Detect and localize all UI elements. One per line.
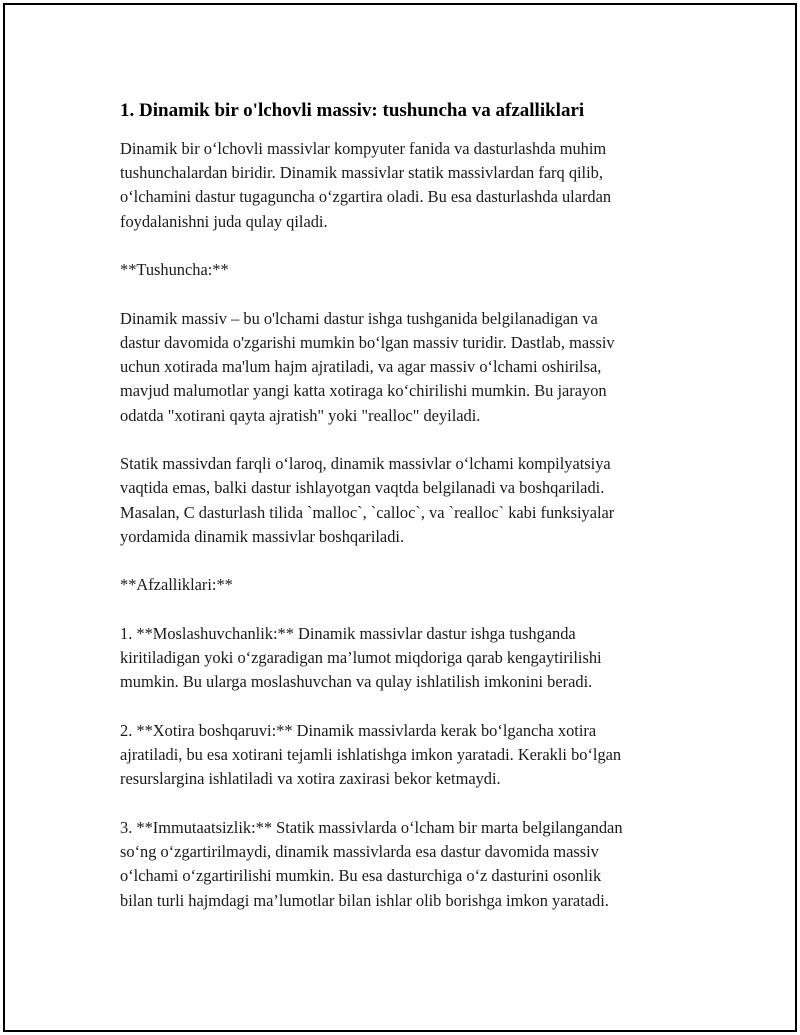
text-line: mavjud malumotlar yangi katta xotiraga ko‘chirilishi mumkin. Bu jarayon bbox=[120, 381, 607, 401]
document-body bbox=[120, 97, 695, 937]
text-line: 1. **Moslashuvchanlik:** Dinamik massivlar dastur ishga tushganda bbox=[120, 624, 576, 643]
text-line: yordamida dinamik massivlar boshqariladi. bbox=[120, 526, 405, 546]
text-line: Dinamik massiv – bu o'lchami dastur ishga tushganida belgilanadigan va bbox=[120, 308, 598, 328]
text-line: tushunchalardan biridir. Dinamik massivlar statik massivlardan farq qilib, bbox=[120, 163, 603, 183]
text-line: Statik massivdan farqli o‘laroq, dinamik massivlar o‘lchami kompilyatsiya bbox=[120, 454, 611, 474]
text-line: dastur davomida o'zgarishi mumkin bo‘lgan massiv turidir. Dastlab, massiv bbox=[120, 333, 615, 352]
text-line: uchun xotirada ma'lum hajm ajratiladi, va agar massiv o‘lchami oshirilsa, bbox=[120, 357, 602, 377]
list-item-1 bbox=[120, 622, 695, 695]
paragraph-definition bbox=[120, 307, 695, 428]
list-item-2 bbox=[120, 719, 695, 792]
text-line: so‘ng o‘zgartirilmaydi, dinamik massivlarda esa dastur davomida massiv bbox=[120, 842, 599, 862]
paragraph-intro bbox=[120, 137, 695, 234]
paragraph-static-comparison bbox=[120, 452, 695, 549]
text-line: resurslargina ishlatiladi va xotira zaxirasi bekor ketmaydi. bbox=[120, 769, 501, 789]
page-frame bbox=[3, 3, 797, 1032]
text-line: Masalan, C dasturlash tilida `malloc`, `calloc`, va `realloc` kabi funksiyalar bbox=[120, 502, 615, 522]
text-line: o‘lchamini dastur tugaguncha o‘zgartira oladi. Bu esa dasturlashda ulardan bbox=[120, 187, 612, 207]
text-line: 2. **Xotira boshqaruvi:** Dinamik massivlarda kerak bo‘lgancha xotira bbox=[120, 721, 597, 740]
text-line: bilan turli hajmdagi ma’lumotlar bilan ishlar olib borishga imkon yaratadi. bbox=[120, 890, 609, 910]
text-line: odatda "xotirani qayta ajratish" yoki "realloc" deyiladi. bbox=[120, 405, 481, 425]
section-label-tushuncha bbox=[120, 258, 695, 282]
text-line: ajratiladi, bu esa xotirani tejamli ishlatishga imkon yaratadi. Kerakli bo‘lgan bbox=[120, 745, 622, 765]
document-heading: 1. Dinamik bir o'lchovli massiv: tushuncha va afzalliklari bbox=[120, 100, 585, 121]
text-line: foydalanishni juda qulay qiladi. bbox=[120, 211, 328, 231]
text-line: 3. **Immutaatsizlik:** Statik massivlarda o‘lcham bir marta belgilangandan bbox=[120, 818, 623, 837]
text-line: kiritiladigan yoki o‘zgaradigan ma’lumot miqdoriga qarab kengaytirilishi bbox=[120, 648, 602, 668]
text-line: vaqtida emas, balki dastur ishlayotgan vaqtda belgilanadi va boshqariladi. bbox=[120, 478, 605, 498]
section-label-afzalliklari bbox=[120, 573, 695, 597]
text-line: Dinamik bir o‘lchovli massivlar kompyuter fanida va dasturlashda muhim bbox=[120, 139, 607, 158]
text-line: **Afzalliklari:** bbox=[120, 575, 233, 595]
text-line: mumkin. Bu ularga moslashuvchan va qulay ishlatilish imkonini beradi. bbox=[120, 672, 593, 692]
list-item-3 bbox=[120, 816, 695, 913]
text-line: o‘lchami o‘zgartirilishi mumkin. Bu esa dasturchiga o‘z dasturini osonlik bbox=[120, 866, 602, 886]
text-line: **Tushuncha:** bbox=[120, 260, 229, 280]
